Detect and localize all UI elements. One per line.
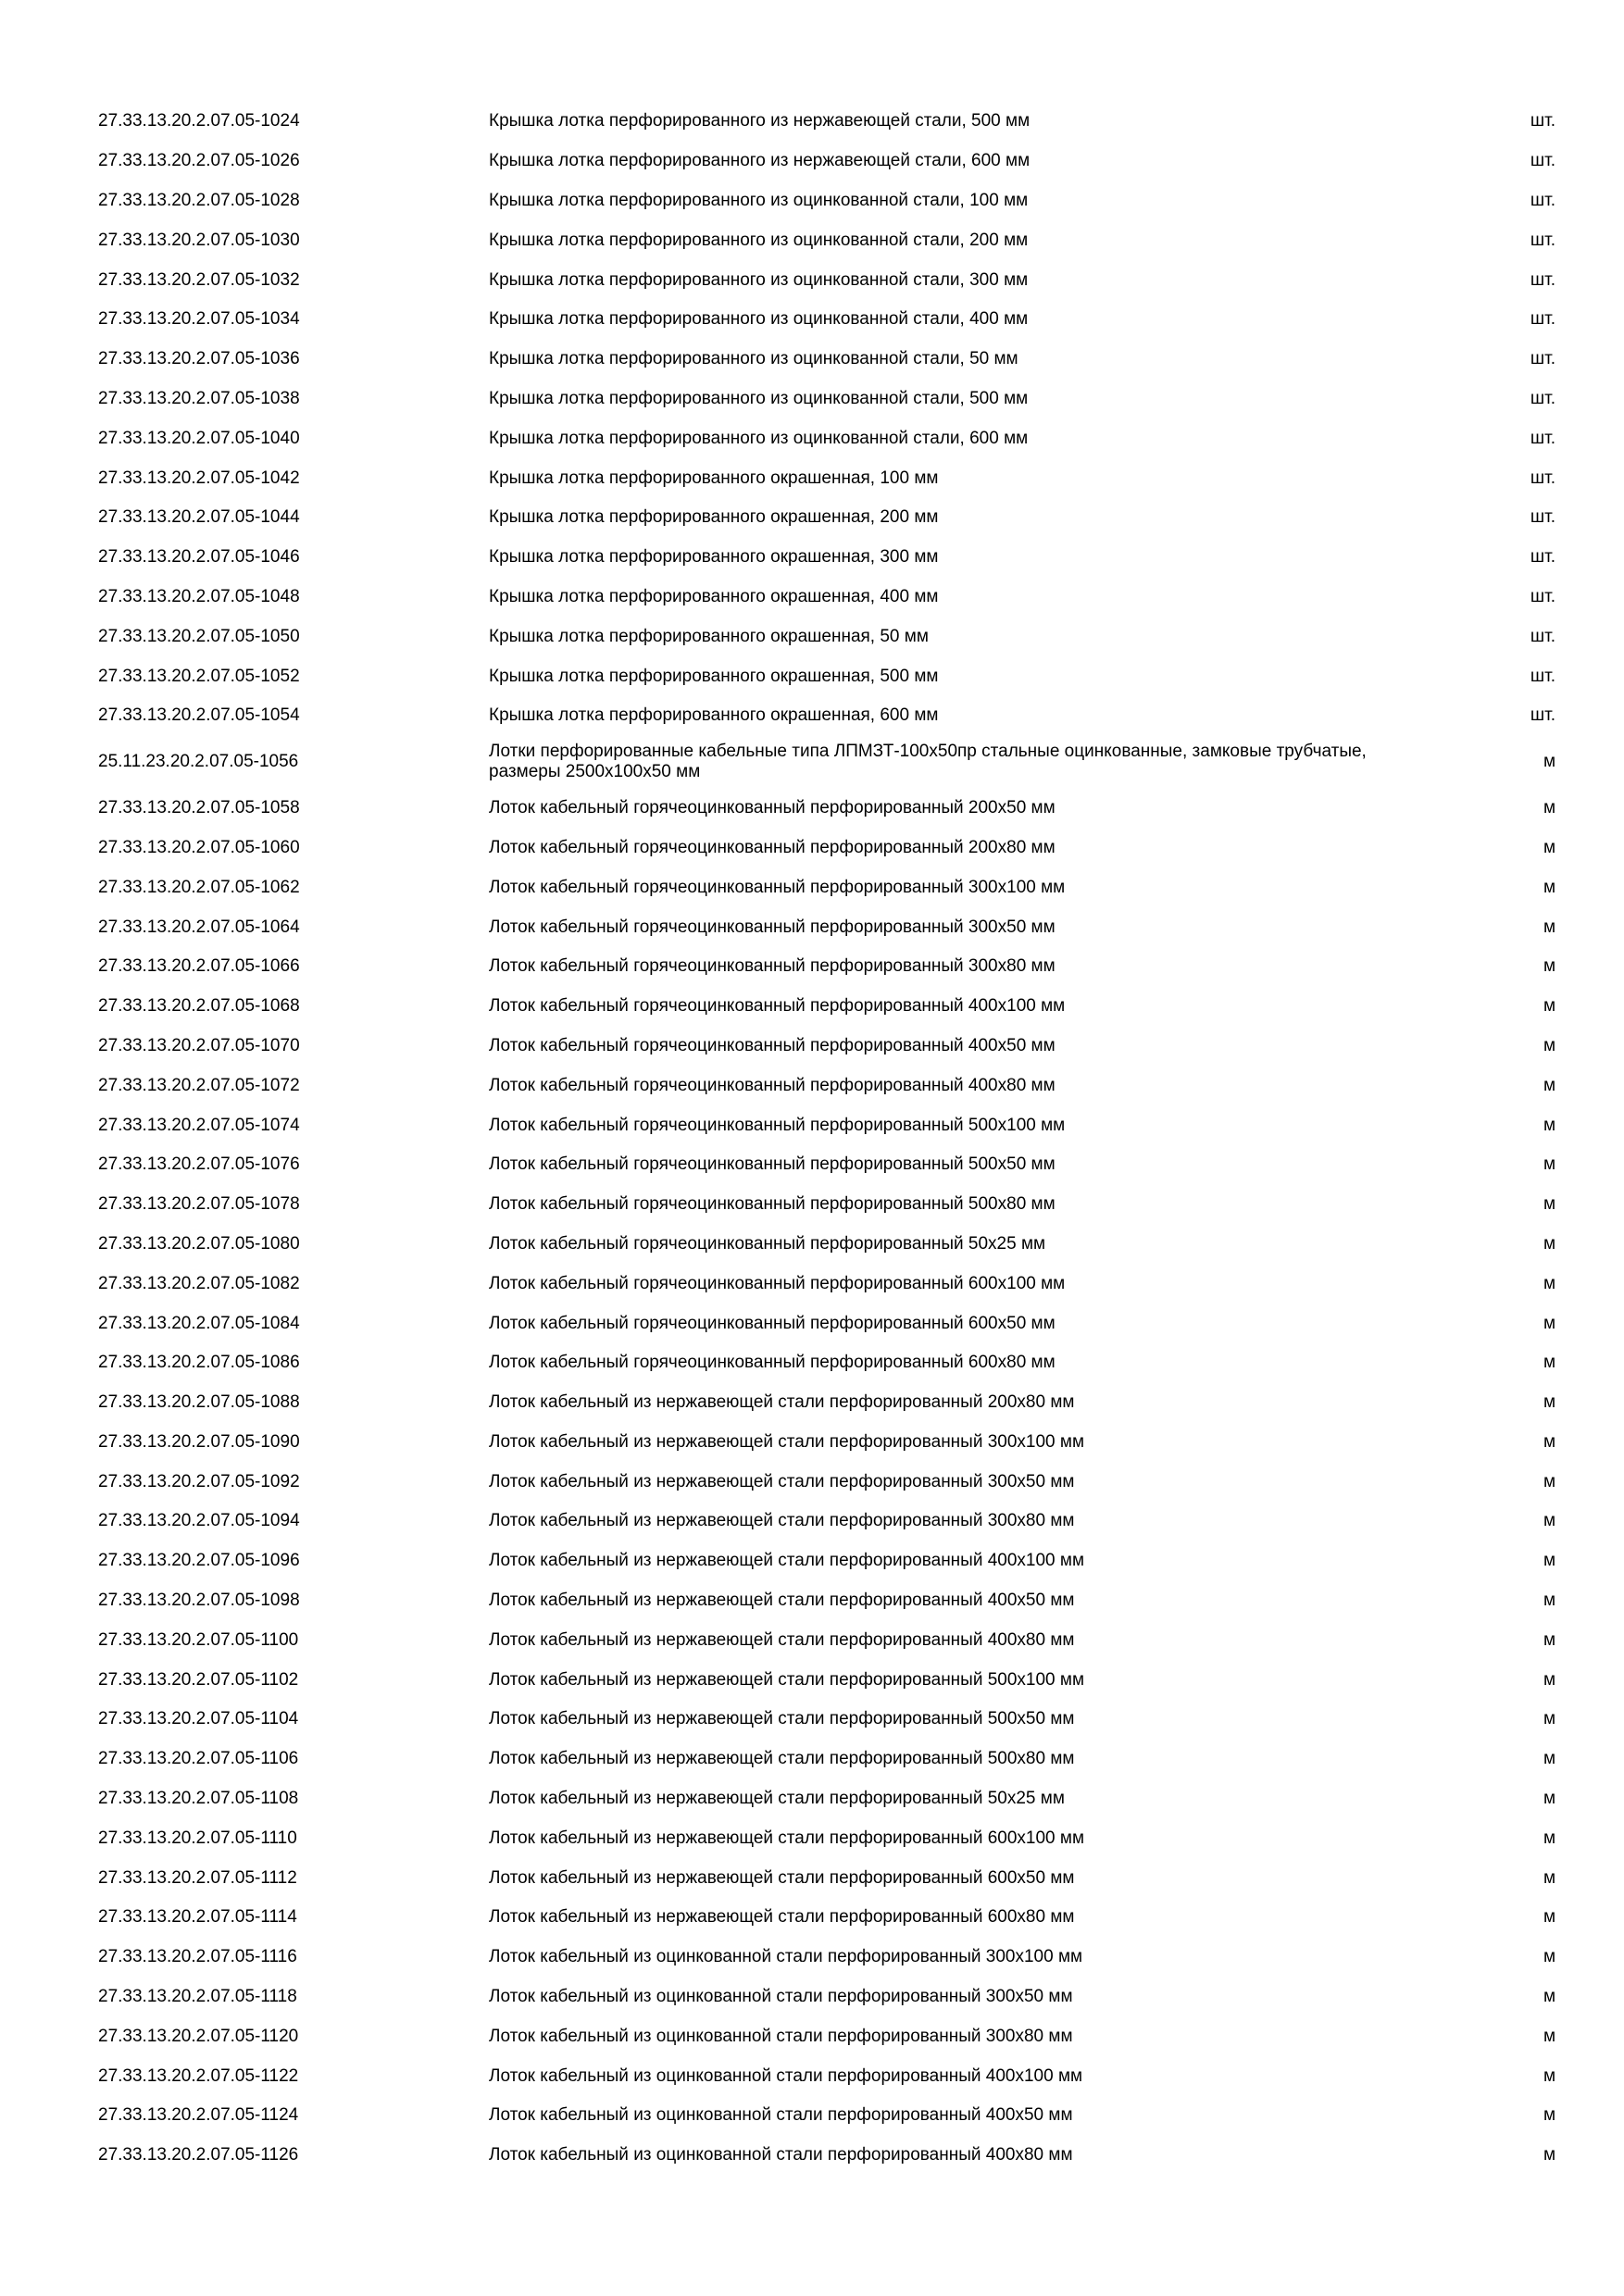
row-code: 27.33.13.20.2.07.05-1108 [98, 1789, 299, 1809]
table-row [0, 418, 1624, 458]
row-unit: м [1543, 1273, 1555, 1293]
row-code: 27.33.13.20.2.07.05-1040 [98, 428, 300, 448]
row-name: Лоток кабельный из оцинкованной стали перфорированный 300х80 мм [489, 2026, 1073, 2046]
row-code: 27.33.13.20.2.07.05-1078 [98, 1194, 300, 1215]
table-row [0, 1225, 1624, 1265]
row-code: 27.33.13.20.2.07.05-1076 [98, 1154, 300, 1175]
row-code: 27.33.13.20.2.07.05-1124 [98, 2105, 299, 2126]
table-row [0, 1818, 1624, 1858]
row-unit: м [1543, 1551, 1555, 1571]
row-unit: шт. [1530, 468, 1555, 488]
row-code: 27.33.13.20.2.07.05-1110 [98, 1828, 297, 1848]
row-name: Лоток кабельный горячеоцинкованный перфорированный 600х50 мм [489, 1313, 1056, 1333]
row-code: 27.33.13.20.2.07.05-1104 [98, 1709, 299, 1729]
row-code: 27.33.13.20.2.07.05-1060 [98, 837, 300, 857]
row-code: 27.33.13.20.2.07.05-1032 [98, 269, 300, 290]
row-unit: м [1543, 1591, 1555, 1611]
row-name: Лоток кабельный из оцинкованной стали перфорированный 400х80 мм [489, 2145, 1073, 2165]
row-unit: м [1543, 1154, 1555, 1175]
row-unit: м [1543, 1392, 1555, 1413]
row-unit: м [1543, 1115, 1555, 1135]
row-code: 27.33.13.20.2.07.05-1072 [98, 1075, 300, 1095]
row-name: Лоток кабельный из оцинкованной стали перфорированный 400х100 мм [489, 2065, 1083, 2086]
row-code: 27.33.13.20.2.07.05-1098 [98, 1591, 300, 1611]
table-row [0, 789, 1624, 829]
row-unit: шт. [1530, 151, 1555, 171]
table-row [0, 829, 1624, 868]
row-name: Лоток кабельный из оцинкованной стали перфорированный 300х100 мм [489, 1947, 1083, 1967]
row-unit: м [1543, 837, 1555, 857]
row-name: Крышка лотка перфорированного из оцинкованной стали, 50 мм [489, 349, 1018, 369]
row-name: Лоток кабельный из нержавеющей стали перфорированный 600х100 мм [489, 1828, 1085, 1848]
row-name: Лоток кабельный из оцинкованной стали перфорированный 400х50 мм [489, 2105, 1073, 2126]
row-unit: м [1543, 877, 1555, 897]
table-row [0, 1383, 1624, 1423]
row-unit: м [1543, 1789, 1555, 1809]
row-name: Крышка лотка перфорированного из оцинкованной стали, 400 мм [489, 309, 1029, 330]
row-name: Лоток кабельный из нержавеющей стали перфорированный 600х80 мм [489, 1907, 1075, 1928]
table-row [0, 1145, 1624, 1185]
row-code: 27.33.13.20.2.07.05-1082 [98, 1273, 300, 1293]
row-code: 27.33.13.20.2.07.05-1042 [98, 468, 300, 488]
row-name: Лоток кабельный горячеоцинкованный перфорированный 500х50 мм [489, 1154, 1056, 1175]
row-code: 27.33.13.20.2.07.05-1090 [98, 1431, 300, 1452]
row-unit: шт. [1530, 626, 1555, 646]
row-code: 27.33.13.20.2.07.05-1028 [98, 190, 300, 210]
row-code: 25.11.23.20.2.07.05-1056 [98, 752, 299, 772]
row-unit: м [1543, 1947, 1555, 1967]
row-code: 27.33.13.20.2.07.05-1118 [98, 1987, 297, 2007]
table-row [0, 220, 1624, 260]
table-row [0, 987, 1624, 1027]
row-code: 27.33.13.20.2.07.05-1034 [98, 309, 300, 330]
table-row [0, 1620, 1624, 1660]
table-row [0, 1541, 1624, 1581]
row-unit: м [1543, 2105, 1555, 2126]
table-row [0, 1185, 1624, 1225]
row-code: 27.33.13.20.2.07.05-1064 [98, 917, 300, 937]
row-unit: м [1543, 1867, 1555, 1888]
row-code: 27.33.13.20.2.07.05-1070 [98, 1035, 300, 1055]
table-row [0, 2016, 1624, 2056]
table-row [0, 1740, 1624, 1779]
row-unit: м [1543, 1035, 1555, 1055]
table-row [0, 578, 1624, 618]
table-row [0, 1343, 1624, 1383]
table-row [0, 867, 1624, 907]
row-unit: шт. [1530, 705, 1555, 726]
row-code: 27.33.13.20.2.07.05-1024 [98, 111, 300, 131]
row-name: Лоток кабельный из нержавеющей стали перфорированный 400х50 мм [489, 1591, 1075, 1611]
row-name: Лоток кабельный из нержавеющей стали перфорированный 500х50 мм [489, 1709, 1075, 1729]
row-name: Лоток кабельный горячеоцинкованный перфорированный 500х80 мм [489, 1194, 1056, 1215]
row-unit: шт. [1530, 269, 1555, 290]
table-row [0, 260, 1624, 300]
row-code: 27.33.13.20.2.07.05-1068 [98, 996, 300, 1017]
row-code: 27.33.13.20.2.07.05-1044 [98, 507, 300, 528]
row-unit: шт. [1530, 230, 1555, 250]
row-name: Лоток кабельный из нержавеющей стали перфорированный 500х80 мм [489, 1749, 1075, 1769]
row-unit: м [1543, 1828, 1555, 1848]
row-code: 27.33.13.20.2.07.05-1094 [98, 1511, 300, 1531]
row-name: Крышка лотка перфорированного из нержавеющей стали, 500 мм [489, 111, 1031, 131]
table-row [0, 1304, 1624, 1343]
row-name: Лоток кабельный из нержавеющей стали перфорированный 300х80 мм [489, 1511, 1075, 1531]
table-row [0, 1779, 1624, 1819]
row-unit: м [1543, 1194, 1555, 1215]
table-row [0, 2136, 1624, 2176]
row-unit: м [1543, 1907, 1555, 1928]
row-unit: м [1543, 1749, 1555, 1769]
table-row [0, 2056, 1624, 2096]
row-code: 27.33.13.20.2.07.05-1096 [98, 1551, 300, 1571]
row-unit: шт. [1530, 507, 1555, 528]
row-name: Лоток кабельный горячеоцинкованный перфорированный 400х100 мм [489, 996, 1066, 1017]
row-unit: шт. [1530, 111, 1555, 131]
table-row [0, 380, 1624, 419]
table-row [0, 142, 1624, 181]
row-code: 27.33.13.20.2.07.05-1112 [98, 1867, 297, 1888]
row-code: 27.33.13.20.2.07.05-1062 [98, 877, 300, 897]
row-code: 27.33.13.20.2.07.05-1058 [98, 798, 300, 818]
row-name: Лоток кабельный из нержавеющей стали перфорированный 300х100 мм [489, 1431, 1085, 1452]
table-row [0, 1898, 1624, 1938]
row-unit: м [1543, 1629, 1555, 1650]
row-name: Лоток кабельный из нержавеющей стали перфорированный 400х100 мм [489, 1551, 1085, 1571]
row-unit: м [1543, 798, 1555, 818]
row-name: Лоток кабельный горячеоцинкованный перфорированный 50х25 мм [489, 1233, 1046, 1254]
row-code: 27.33.13.20.2.07.05-1026 [98, 151, 300, 171]
table-row [0, 1660, 1624, 1700]
row-unit: м [1543, 1353, 1555, 1373]
row-name: Лоток кабельный горячеоцинкованный перфорированный 500х100 мм [489, 1115, 1066, 1135]
row-unit: шт. [1530, 428, 1555, 448]
table-row [0, 947, 1624, 987]
row-code: 27.33.13.20.2.07.05-1054 [98, 705, 300, 726]
row-name: Крышка лотка перфорированного окрашенная, 400 мм [489, 586, 939, 606]
row-code: 27.33.13.20.2.07.05-1030 [98, 230, 300, 250]
table-row [0, 1938, 1624, 1978]
row-name: Крышка лотка перфорированного из оцинкованной стали, 500 мм [489, 388, 1029, 408]
table-row [0, 102, 1624, 142]
row-unit: шт. [1530, 547, 1555, 568]
table-row [0, 907, 1624, 947]
table-row [0, 1264, 1624, 1304]
row-name: Крышка лотка перфорированного из нержавеющей стали, 600 мм [489, 151, 1031, 171]
row-unit: м [1543, 2026, 1555, 2046]
table-row [0, 458, 1624, 498]
row-name: Лоток кабельный из нержавеющей стали перфорированный 600х50 мм [489, 1867, 1075, 1888]
row-name: Лоток кабельный горячеоцинкованный перфорированный 300х50 мм [489, 917, 1056, 937]
table-row [0, 617, 1624, 656]
table-row [0, 498, 1624, 538]
row-unit: шт. [1530, 349, 1555, 369]
row-code: 27.33.13.20.2.07.05-1126 [98, 2145, 299, 2165]
table-row [0, 736, 1624, 789]
row-name: Крышка лотка перфорированного окрашенная, 200 мм [489, 507, 939, 528]
row-name: Крышка лотка перфорированного из оцинкованной стали, 200 мм [489, 230, 1029, 250]
row-name: Крышка лотка перфорированного из оцинкованной стали, 300 мм [489, 269, 1029, 290]
table-row [0, 656, 1624, 696]
row-unit: м [1543, 1075, 1555, 1095]
table-row [0, 181, 1624, 221]
row-code: 27.33.13.20.2.07.05-1084 [98, 1313, 300, 1333]
row-name: Крышка лотка перфорированного окрашенная, 50 мм [489, 626, 929, 646]
row-unit: м [1543, 1669, 1555, 1690]
price-list-table [0, 102, 1624, 2176]
table-row [0, 1027, 1624, 1067]
row-code: 27.33.13.20.2.07.05-1046 [98, 547, 300, 568]
table-row [0, 1462, 1624, 1502]
row-code: 27.33.13.20.2.07.05-1106 [98, 1749, 299, 1769]
row-name: Лоток кабельный горячеоцинкованный перфорированный 300х80 мм [489, 956, 1056, 977]
row-name: Лоток кабельный из нержавеющей стали перфорированный 200х80 мм [489, 1392, 1075, 1413]
row-unit: м [1543, 917, 1555, 937]
table-row [0, 1502, 1624, 1541]
row-unit: м [1543, 2145, 1555, 2165]
row-code: 27.33.13.20.2.07.05-1038 [98, 388, 300, 408]
row-unit: м [1543, 1511, 1555, 1531]
row-name: Лоток кабельный из нержавеющей стали перфорированный 400х80 мм [489, 1629, 1075, 1650]
row-name: Крышка лотка перфорированного из оцинкованной стали, 100 мм [489, 190, 1029, 210]
row-name: Лоток кабельный горячеоцинкованный перфорированный 300х100 мм [489, 877, 1066, 897]
row-code: 27.33.13.20.2.07.05-1114 [98, 1907, 297, 1928]
row-code: 27.33.13.20.2.07.05-1102 [98, 1669, 299, 1690]
row-unit: м [1543, 1709, 1555, 1729]
row-code: 27.33.13.20.2.07.05-1120 [98, 2026, 299, 2046]
row-code: 27.33.13.20.2.07.05-1066 [98, 956, 300, 977]
table-row [0, 1978, 1624, 2017]
row-unit: шт. [1530, 666, 1555, 686]
row-code: 27.33.13.20.2.07.05-1092 [98, 1471, 300, 1491]
row-unit: м [1543, 752, 1555, 772]
row-name: Лоток кабельный горячеоцинкованный перфорированный 400х80 мм [489, 1075, 1056, 1095]
table-row [0, 340, 1624, 380]
table-row [0, 1700, 1624, 1740]
row-name: Крышка лотка перфорированного из оцинкованной стали, 600 мм [489, 428, 1029, 448]
row-name: Лоток кабельный горячеоцинкованный перфорированный 600х100 мм [489, 1273, 1066, 1293]
row-unit: м [1543, 1431, 1555, 1452]
row-name: Крышка лотка перфорированного окрашенная, 500 мм [489, 666, 939, 686]
row-code: 27.33.13.20.2.07.05-1052 [98, 666, 300, 686]
row-code: 27.33.13.20.2.07.05-1036 [98, 349, 300, 369]
row-unit: м [1543, 956, 1555, 977]
row-unit: м [1543, 1313, 1555, 1333]
table-row [0, 538, 1624, 578]
row-code: 27.33.13.20.2.07.05-1100 [98, 1629, 299, 1650]
table-row [0, 1581, 1624, 1621]
row-code: 27.33.13.20.2.07.05-1122 [98, 2065, 299, 2086]
row-unit: шт. [1530, 586, 1555, 606]
row-unit: шт. [1530, 190, 1555, 210]
row-name: Лоток кабельный из нержавеющей стали перфорированный 50х25 мм [489, 1789, 1065, 1809]
row-unit: м [1543, 2065, 1555, 2086]
row-unit: шт. [1530, 388, 1555, 408]
row-name: Лотки перфорированные кабельные типа ЛПМЗТ-100х50пр стальные оцинкованные, замковые трубчатые, размеры 2500х100х50 мм [489, 742, 1367, 782]
table-row [0, 1423, 1624, 1463]
row-name: Лоток кабельный горячеоцинкованный перфорированный 200х50 мм [489, 798, 1056, 818]
table-row [0, 1066, 1624, 1105]
row-name: Лоток кабельный горячеоцинкованный перфорированный 200х80 мм [489, 837, 1056, 857]
table-row [0, 2096, 1624, 2136]
row-unit: м [1543, 1987, 1555, 2007]
row-code: 27.33.13.20.2.07.05-1080 [98, 1233, 300, 1254]
row-code: 27.33.13.20.2.07.05-1050 [98, 626, 300, 646]
row-name: Лоток кабельный горячеоцинкованный перфорированный 600х80 мм [489, 1353, 1056, 1373]
table-row [0, 300, 1624, 340]
row-name: Крышка лотка перфорированного окрашенная, 300 мм [489, 547, 939, 568]
row-code: 27.33.13.20.2.07.05-1086 [98, 1353, 300, 1373]
row-name: Лоток кабельный из оцинкованной стали перфорированный 300х50 мм [489, 1987, 1073, 2007]
table-row [0, 696, 1624, 736]
row-unit: м [1543, 1471, 1555, 1491]
row-code: 27.33.13.20.2.07.05-1088 [98, 1392, 300, 1413]
row-name: Лоток кабельный из нержавеющей стали перфорированный 500х100 мм [489, 1669, 1085, 1690]
row-code: 27.33.13.20.2.07.05-1116 [98, 1947, 297, 1967]
row-name: Лоток кабельный горячеоцинкованный перфорированный 400х50 мм [489, 1035, 1056, 1055]
row-name: Крышка лотка перфорированного окрашенная, 100 мм [489, 468, 939, 488]
table-row [0, 1858, 1624, 1898]
row-name: Крышка лотка перфорированного окрашенная, 600 мм [489, 705, 939, 726]
row-unit: м [1543, 996, 1555, 1017]
row-name: Лоток кабельный из нержавеющей стали перфорированный 300х50 мм [489, 1471, 1075, 1491]
row-code: 27.33.13.20.2.07.05-1074 [98, 1115, 300, 1135]
row-code: 27.33.13.20.2.07.05-1048 [98, 586, 300, 606]
row-unit: шт. [1530, 309, 1555, 330]
row-unit: м [1543, 1233, 1555, 1254]
table-row [0, 1105, 1624, 1145]
